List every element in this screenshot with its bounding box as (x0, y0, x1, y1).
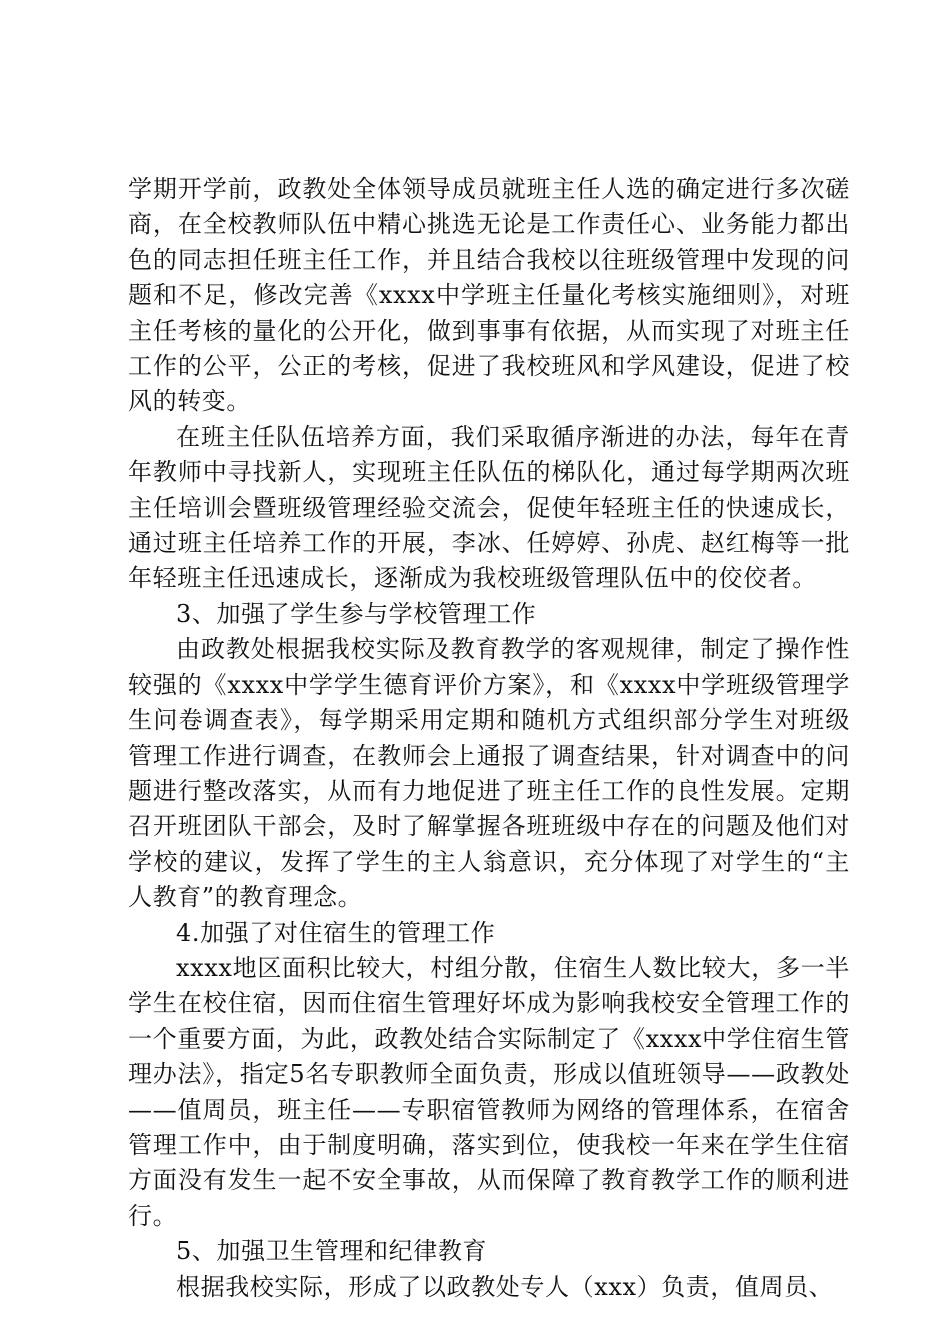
paragraph-student-participation: 由政教处根据我校实际及教育教学的客观规律，制定了操作性较强的《xxxx中学学生德育评价方案》，和《xxxx中学班级管理学生问卷调查表》，每学期采用定期和随机方式组织部分学生对班级管理工作进行调查，在教师会上通报了调查结果，针对调查中的问题进行整改落实，从而有力地促进了班主任工作的良性发展。定期召开班团队干部会，及时了解掌握各班班级中存在的问题及他们对学校的建议，发挥了学生的主人翁意识，充分体现了对学生的“主人教育”的教育理念。 (128, 635, 850, 912)
section-heading-boarding-management: 4.加强了对住宿生的管理工作 (176, 918, 496, 947)
paragraph-hygiene-discipline: 根据我校实际，形成了以政教处专人（xxx）负责，值周员、 (176, 1272, 834, 1301)
document-body (128, 172, 850, 1305)
paragraph-class-teacher-selection: 学期开学前，政教处全体领导成员就班主任人选的确定进行多次磋商，在全校教师队伍中精心挑选无论是工作责任心、业务能力都出色的同志担任班主任工作，并且结合我校以往班级管理中发现的问题和不足，修改完善《xxxx中学班主任量化考核实施细则》，对班主任考核的量化的公开化，做到事事有依据，从而实现了对班主任工作的公平，公正的考核，促进了我校班风和学风建设，促进了校风的转变。 (128, 175, 850, 416)
section-heading-student-participation: 3、加强了学生参与学校管理工作 (176, 599, 537, 628)
section-heading-hygiene-discipline: 5、加强卫生管理和纪律教育 (176, 1237, 488, 1266)
paragraph-boarding-management: xxxx地区面积比较大，村组分散，住宿生人数比较大，多一半学生在校住宿，因而住宿生管理好坏成为影响我校安全管理工作的一个重要方面，为此，政教处结合实际制定了《xxxx中学住宿生管理办法》，指定5名专职教师全面负责，形成以值班领导——政教处——值周员，班主任——专职宿管教师为网络的管理体系，在宿舍管理工作中，由于制度明确，落实到位，使我校一年来在学生住宿方面没有发生一起不安全事故，从而保障了教育教学工作的顺利进行。 (128, 953, 850, 1230)
paragraph-class-teacher-training: 在班主任队伍培养方面，我们采取循序渐进的办法，每年在青年教师中寻找新人，实现班主任队伍的梯队化，通过每学期两次班主任培训会暨班级管理经验交流会，促使年轻班主任的快速成长，通过班主任培养工作的开展，李冰、任婷婷、孙虎、赵红梅等一批年轻班主任迅速成长，逐渐成为我校班级管理队伍中的佼佼者。 (128, 422, 850, 593)
